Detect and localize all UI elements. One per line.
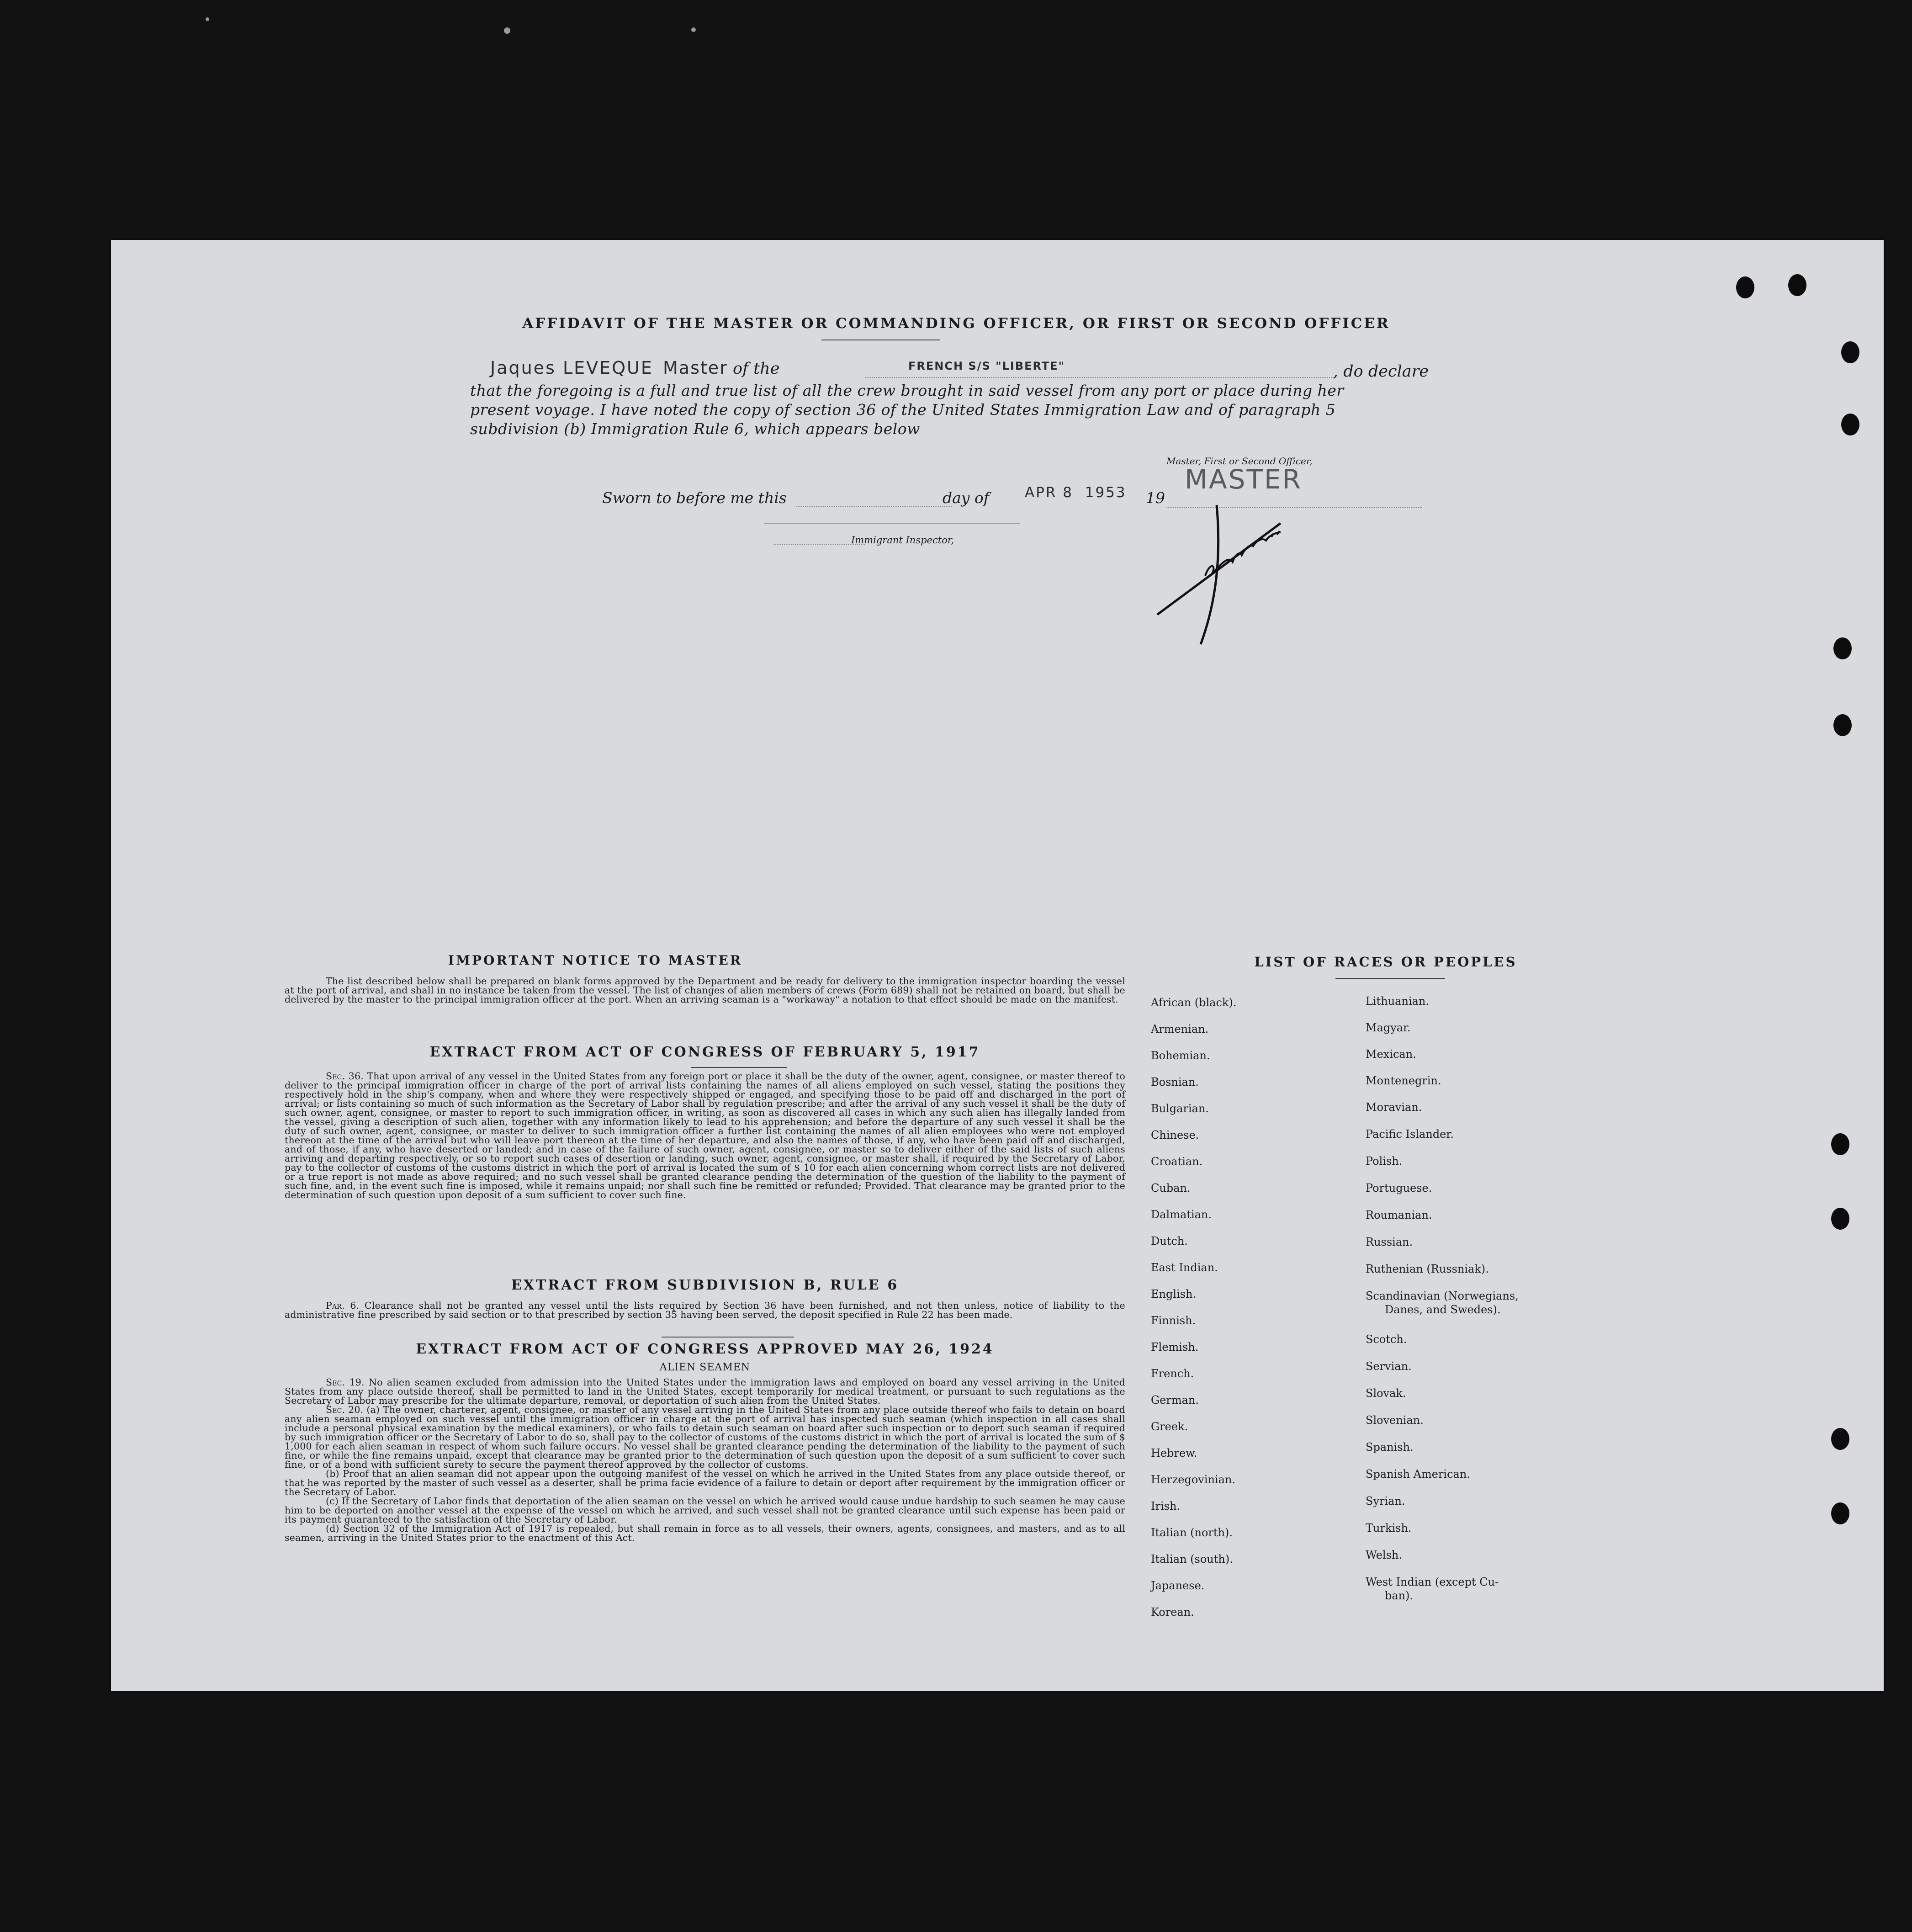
race-item: Cuban. [1151, 1182, 1191, 1194]
master-signature [1148, 487, 1308, 660]
race-item: Ruthenian (Russniak). [1366, 1263, 1489, 1275]
race-item: Polish. [1366, 1155, 1403, 1168]
race-item: Finnish. [1151, 1314, 1196, 1327]
punch-hole [1841, 414, 1859, 435]
race-item: Pacific Islander. [1366, 1128, 1454, 1141]
vessel-name: FRENCH S/S "LIBERTE" [908, 360, 1065, 372]
punch-hole [1831, 1133, 1849, 1155]
do-declare-text: , do declare [1333, 362, 1429, 381]
race-item: Lithuanian. [1366, 995, 1430, 1008]
races-underline [1335, 978, 1445, 979]
race-item: Mexican. [1366, 1048, 1416, 1061]
race-item: German. [1151, 1394, 1199, 1407]
race-item: Scandinavian (Norwegians, [1366, 1290, 1519, 1302]
film-speck [691, 27, 696, 32]
vessel-fill-line [865, 377, 1335, 378]
race-item: Bulgarian. [1151, 1102, 1209, 1115]
film-speck [206, 17, 209, 21]
sec-20b-text: (b) Proof that an alien seaman did not appear upon the outgoing manifest of the vessel on which he arrived in the United States from any place outside thereof, or that he was reported by the master of such vessel as a deserter, shall be prima facie evidence of a failure to detain or deport after requirement by the immigration officer or the Secretary of Labor. [285, 1468, 1125, 1497]
punch-hole [1736, 276, 1754, 298]
of-the-text: of the [732, 360, 780, 378]
sec-20d-text: (d) Section 32 of the Immigration Act of 1917 is repealed, but shall remain in force as to all vessels, their owners, agents, consignees, and masters, and as to all seamen, arriving in the United States prior to the enactment of this Act. [285, 1523, 1125, 1543]
race-item: Hebrew. [1151, 1447, 1197, 1460]
rule6-title: EXTRACT FROM SUBDIVISION B, RULE 6 [511, 1277, 899, 1293]
race-item: Spanish. [1366, 1441, 1414, 1454]
race-item: Chinese. [1151, 1129, 1199, 1141]
race-item: Montenegrin. [1366, 1074, 1441, 1087]
inspector-line [764, 523, 1020, 524]
race-item: Herzegovinian. [1151, 1473, 1236, 1486]
punch-hole [1831, 1208, 1849, 1230]
race-item: Magyar. [1366, 1021, 1411, 1034]
punch-hole [1831, 1428, 1849, 1450]
officer-caption: Master, First or Second Officer, [1166, 456, 1313, 467]
sworn-day-line [796, 506, 952, 507]
race-item: ban). [1385, 1589, 1414, 1602]
master-name: Jaques LEVEQUE [490, 358, 653, 378]
affidavit-body-3: subdivision (b) Immigration Rule 6, which appears below [470, 420, 920, 438]
race-item: Danes, and Swedes). [1385, 1303, 1501, 1316]
notice-text [285, 977, 1125, 1004]
affidavit-body-2: present voyage. I have noted the copy of section 36 of the United States Immigration Law and of paragraph 5 [470, 401, 1336, 419]
punch-hole [1788, 274, 1806, 296]
race-item: French. [1151, 1367, 1194, 1380]
race-item: Scotch. [1366, 1333, 1407, 1346]
affidavit-sheet [111, 240, 1884, 1691]
rule6-text [285, 1301, 1125, 1319]
race-item: Irish. [1151, 1500, 1181, 1513]
race-item: Turkish. [1366, 1522, 1412, 1534]
race-item: Flemish. [1151, 1341, 1199, 1353]
year-prefix: 19 [1146, 489, 1165, 507]
par-6-text: Clearance shall not be granted any vessel until the lists required by Section 36 have been furnished, and not then unless, notice of liability to the administrative fine prescribed by said section or to that prescribed by section 35 having been served, the deposit specified in Rule 22 has been made. [285, 1300, 1125, 1320]
affidavit-body-1: that the foregoing is a full and true list of all the crew brought in said vessel from any port or place during her [470, 382, 1344, 399]
inspector-caption: Immigrant Inspector, [851, 535, 954, 546]
races-title: LIST OF RACES OR PEOPLES [1254, 954, 1517, 970]
race-item: Russian. [1366, 1236, 1413, 1248]
race-item: Japanese. [1151, 1579, 1205, 1592]
race-item: Greek. [1151, 1420, 1188, 1433]
sec-19-text: No alien seamen excluded from admission into the United States under the immigration laws and employed on board any vessel arriving in the United States from any place outside thereof, shall be permitted to land in the United States, except temporarily for medical treatment, or pursuant to such regulations as the Secretary of Labor may prescribe for the ultimate departure, removal, or deportation of such alien from the United States. [285, 1377, 1126, 1406]
sec-20-label: Sec. 20. [326, 1404, 364, 1415]
race-item: English. [1151, 1288, 1197, 1300]
race-item: Croatian. [1151, 1155, 1203, 1168]
race-item: Moravian. [1366, 1101, 1422, 1114]
extract-1924-title: EXTRACT FROM ACT OF CONGRESS APPROVED MAY 26, 1924 [416, 1341, 994, 1357]
race-item: Welsh. [1366, 1549, 1402, 1561]
race-item: Armenian. [1151, 1023, 1209, 1035]
race-item: Korean. [1151, 1606, 1194, 1619]
sec-36-label: Sec. 36. [326, 1071, 364, 1082]
sworn-text: Sworn to before me this [602, 489, 787, 507]
race-item: Portuguese. [1366, 1182, 1432, 1194]
extract-1917-text [285, 1072, 1125, 1200]
race-item: Bosnian. [1151, 1076, 1199, 1088]
film-speck [504, 27, 510, 34]
race-item: Italian (south). [1151, 1553, 1233, 1566]
affidavit-title: AFFIDAVIT OF THE MASTER OR COMMANDING OFFICER, OR FIRST OR SECOND OFFICER [522, 315, 1390, 332]
race-item: African (black). [1151, 996, 1237, 1009]
race-item: Dalmatian. [1151, 1208, 1212, 1221]
race-item: East Indian. [1151, 1261, 1218, 1274]
race-item: Servian. [1366, 1360, 1412, 1373]
punch-hole [1841, 341, 1859, 363]
day-of-text: day of [943, 489, 990, 507]
race-item: Bohemian. [1151, 1049, 1210, 1062]
master-word: Master [663, 358, 728, 378]
alien-seamen-subtitle: ALIEN SEAMEN [659, 1362, 751, 1373]
rule6-underline [662, 1337, 794, 1338]
sec-36-text: That upon arrival of any vessel in the United States from any foreign port or place it shall be the duty of the owner, agent, consignee, or master thereof to deliver to the principal immigration officer in charge of the port of arrival lists containing the names of all aliens employed on such vessel, stating the positions they respectively hold in the ship's company, when and where they were respectively shipped or engaged, and specifying those to be paid off and discharged in the port of arrival; or lists containing so much of such information as the Secretary of Labor shall by regulation prescribe; and after the arrival of any such vessel it shall be the duty of such owner, agent, consignee, or master to report to such immigration officer, in writing, as soon as discovered all cases in which any such alien has illegally landed from the vessel, giving a description of such alien, together with any information likely to lead to his apprehension; and before the departure of any such vessel it shall be the duty of such owner, agent, consignee, or master to deliver to such immigration officer a further list containing the names of all alien employees who were not employed thereon at the time of the arrival but who will leave port thereon at the time of her departure, and also the names of those, if any, who have been paid off and discharged, and of those, if any, who have deserted or landed; and in case of the failure of such owner, agent, consignee, or master so to deliver either of the said lists of such aliens arriving and departing respectively, or so to report such cases of desertion or landing, such owner, agent, consignee, or master shall, if required by the Secretary of Labor, pay to the collector of customs of the customs district in which the port of arrival is located the sum of $ 10 for each alien concerning whom correct lists are not delivered or a true report is not made as above required; and no such vessel shall be granted clearance pending the determination of the question of the liability to the payment of such fine, and, in the event such fine is imposed, while it remains unpaid; nor shall such fine be remitted or refunded; Provided. That clearance may be granted prior to the determination of such question upon deposit of a sum sufficient to cover such fine. [285, 1071, 1125, 1200]
notice-title: IMPORTANT NOTICE TO MASTER [448, 953, 743, 968]
race-item: Roumanian. [1366, 1209, 1432, 1221]
officer-stamp: MASTER [1185, 464, 1302, 495]
race-item: Italian (north). [1151, 1526, 1233, 1539]
race-item: Slovak. [1366, 1387, 1406, 1400]
race-item: Dutch. [1151, 1235, 1188, 1247]
par-6-label: Par. 6. [326, 1300, 360, 1311]
race-item: West Indian (except Cu- [1366, 1576, 1499, 1588]
extract-1917-underline [691, 1067, 787, 1068]
punch-hole [1831, 1502, 1849, 1524]
sec-20a-text: (a) The owner, charterer, agent, consignee, or master of any vessel arriving in the United States from any place outside thereof who fails to detain on board any alien seaman employed on such vessel until the immigration officer in charge at the port of arrival has inspected such seaman (which inspection in all cases shall include a personal physical examination by the medical examiners), or who fails to detain such seaman on board after such inspection or to deport such seaman if required by such immigration officer or the Secretary of Labor to do so, shall pay to the collector of customs of the customs district in which the port of arrival is located the sum of $ 1,000 for each alien seaman in respect of whom such failure occurs. No vessel shall be granted clearance pending the determination of the liability to the payment of such fine, or while the fine remains unpaid, except that clearance may be granted prior to the determination of such question upon the deposit of a sum sufficient to cover such fine, or of a bond with sufficient surety to secure the payment thereof approved by the collector of customs. [285, 1404, 1126, 1470]
race-item: Slovenian. [1366, 1414, 1424, 1427]
punch-hole [1833, 714, 1852, 736]
date-stamp: APR 8 1953 [1025, 484, 1127, 501]
race-item: Syrian. [1366, 1495, 1405, 1507]
race-item: Spanish American. [1366, 1468, 1470, 1481]
notice-paragraph: The list described below shall be prepared on blank forms approved by the Department and be ready for delivery to the immigration inspector boarding the vessel at the port of arrival, and shall in no instance be taken from the vessel. The list of changes of alien members of crews (Form 689) shall not be retained on board, but shall be delivered by the master to the principal immigration officer at the port. When an arriving seaman is a "workaway" a notation to that effect should be made on the manifest. [285, 976, 1125, 1005]
sec-20c-text: (c) If the Secretary of Labor finds that deportation of the alien seaman on the vessel on which he arrived would cause undue hardship to such seamen he may cause him to be deported on another vessel at the expense of the vessel on which he arrived, and such vessel shall not be granted clearance until such expense has been paid or its payment guaranteed to the satisfaction of the Secretary of Labor. [285, 1496, 1125, 1525]
extract-1917-title: EXTRACT FROM ACT OF CONGRESS OF FEBRUARY 5, 1917 [429, 1044, 980, 1060]
sec-19-label: Sec. 19. [326, 1377, 365, 1388]
punch-hole [1833, 637, 1852, 659]
extract-1924-text [285, 1378, 1125, 1542]
